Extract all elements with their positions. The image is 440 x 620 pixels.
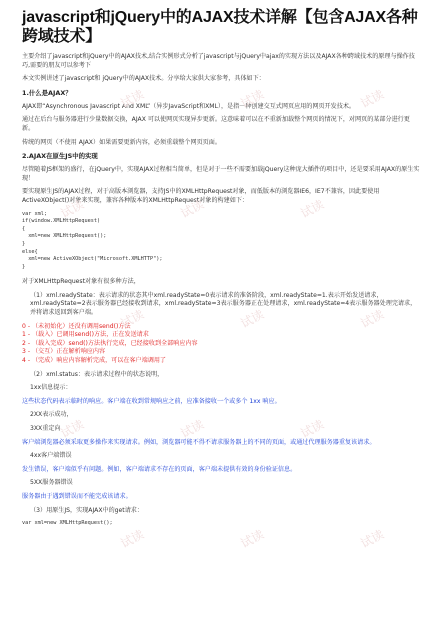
- watermark-text: 试读: [238, 527, 267, 551]
- code-line: else{: [22, 248, 38, 255]
- readystate-list: [22, 323, 422, 366]
- watermark-text: 试读: [118, 87, 147, 111]
- watermark-text: 试读: [238, 307, 267, 331]
- status-3xx-label: 3XX重定向: [30, 425, 61, 432]
- status-paragraph: （2）xml.status：表示请求过程中的状态说明，: [30, 370, 164, 378]
- status-1xx-label: 1xx信息提示：: [30, 384, 72, 392]
- code-line: var xml;: [22, 210, 47, 217]
- readystate-item: 3 - （交互）正在解析响应内容: [22, 348, 106, 356]
- code-line: xml=new ActiveXObject("Microsoft.XMLHTTP");: [22, 256, 163, 263]
- status-2xx-label: 2XX表示成功，: [30, 411, 73, 419]
- watermark-text: 试读: [298, 417, 327, 441]
- status-3xx-desc: 客户端浏览器必须采取更多操作来实现请求。例如，浏览器可能不得不请求服务器上的不同的页面，或通过代理服务器重复该请求。: [22, 438, 376, 446]
- readystate-item: 0 - （未初始化）还没有调用send()方法: [22, 322, 131, 330]
- code-line: }: [22, 263, 26, 270]
- code-line: if(window.XMLHttpRequest): [22, 218, 101, 225]
- section-1-paragraph: 传统的网页（不使用 AJAX）如果需要更新内容，必须重载整个网页页面。: [22, 138, 221, 146]
- intro-text: 主要介绍了javascript和jQuery中的AJAX技术,结合实例形式分析了javascript与jQuery中ajax的实现方法以及AJAX各种跨域技术的原理与操作技巧,需要的朋友可以参考下: [22, 53, 415, 69]
- section-1-heading: 1.什么是AJAX？: [22, 88, 72, 97]
- watermark-text: 试读: [358, 87, 387, 111]
- watermark-text: 试读: [178, 197, 207, 221]
- document-page: [22, 8, 422, 528]
- watermark-text: 试读: [118, 527, 147, 551]
- code-line: }: [22, 240, 26, 247]
- code-line: xml=new XMLHttpRequest();: [22, 233, 107, 240]
- watermark-text: 试读: [358, 527, 387, 551]
- section-2-paragraph: 对于XMLHttpRequest对象有很多种方法，: [22, 278, 140, 286]
- watermark-text: 试读: [238, 87, 267, 111]
- readystate-item: 2 - （载入完成）send()方法执行完成，已经接收到全部响应内容: [22, 339, 198, 347]
- watermark-text: 试读: [58, 197, 87, 221]
- status-5xx-label: 5XX服务器错误: [30, 479, 73, 487]
- summary-text: 本文实例讲述了javascript和 jQuery中的AJAX技术。分享给大家供大家参考，具体如下：: [22, 75, 265, 83]
- page-title: javascript和jQuery中的AJAX技术详解【包含AJAX各种跨域技术】: [22, 9, 418, 45]
- status-5xx-desc: 服务器由于遇到错误而不能完成该请求。: [22, 492, 132, 500]
- code-line: var xml=new XMLHttpRequest();: [22, 520, 113, 527]
- watermark-text: 试读: [178, 417, 207, 441]
- watermark-text: 试读: [298, 197, 327, 221]
- status-1xx-desc: 这些状态代码表示临时的响应。客户端在收到常规响应之前，应准备接收一个或多个 1xx 响应。: [22, 397, 281, 405]
- section-2-heading: 2.AJAX在原生JS中的实现: [22, 152, 98, 161]
- readystate-item: 4 - （完成）响应内容解析完成，可以在客户端调用了: [22, 357, 167, 365]
- readystate-item: 1 - （载入）已调用send()方法，正在发送请求: [22, 331, 149, 339]
- watermark-text: 试读: [358, 307, 387, 331]
- code-block: [22, 211, 422, 272]
- code-line: {: [22, 225, 26, 232]
- section-2-paragraph: 尽管随着JS框架的盛行，在jQuery中，实现AJAX过程相当简单，但是对于一些不需要加载jQuery这种庞大插件的项目中，还是要采用AJAX的原生实现！: [22, 166, 420, 182]
- section-1-paragraph: AJAX即“Asynchronous Javascript And XML”（异步JavaScript和XML），是指一种创建交互式网页应用的网页开发技术。: [22, 102, 356, 110]
- status-4xx-label: 4xx客户端错误: [30, 452, 72, 460]
- readystate-paragraph: （1）xml.readyState：表示请求的状态其中xml.readyState=0表示请求的准备阶段，xml.readyState=1.表示开始发送请求，xml.readyState=2表示服务器已经接收到请求，xml.readyState=3表示服务器正在处理请求，xml.readyState=4表示服务器处理完请求，并将请求返回到客户端。: [30, 291, 417, 317]
- section-2-paragraph: 要实现原生JS的AJAX过程，对于高版本浏览器，支持JS中的XMLHttpRequest对象，而低版本的浏览器IE6，IE7不兼容，因此要使用ActiveXObject()对象来实现，兼容各种版本的XMLHttpRequest对象的构建如下：: [22, 188, 380, 204]
- get-request-paragraph: （3）用原生JS，实现AJAX中的get请求：: [30, 506, 143, 514]
- watermark-text: 试读: [58, 417, 87, 441]
- section-1-paragraph: 通过在后台与服务器进行少量数据交换，AJAX 可以使网页实现异步更新。这意味着可以在不重新加载整个网页的情况下，对网页的某部分进行更新。: [22, 116, 410, 132]
- watermark-text: 试读: [118, 307, 147, 331]
- status-4xx-desc: 发生错误，客户端似乎有问题。例如，客户端请求不存在的页面，客户端未提供有效的身份验证信息。: [22, 465, 297, 473]
